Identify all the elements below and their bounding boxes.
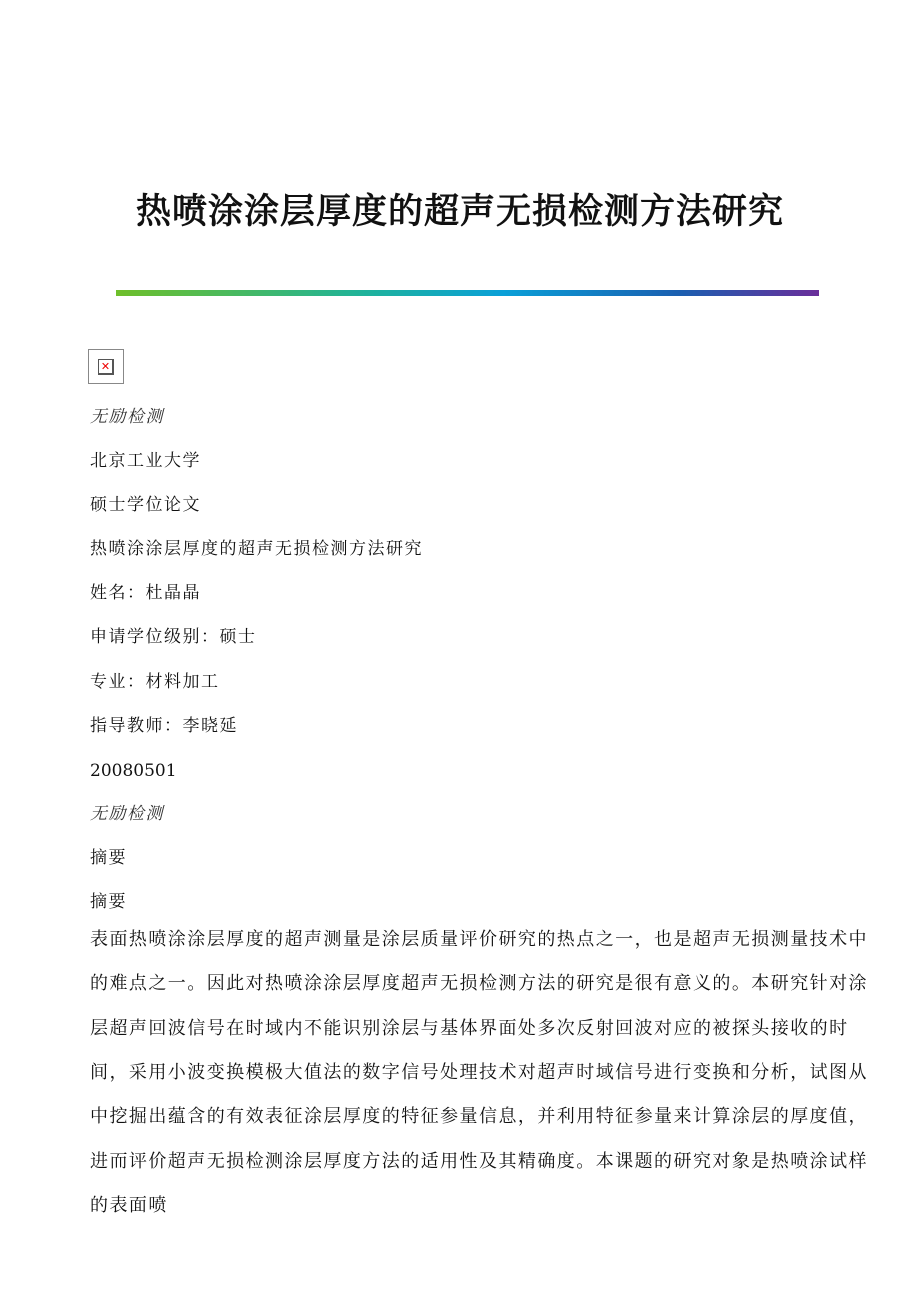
header-label: 无励检测	[90, 407, 164, 427]
degree-level: 申请学位级别：硕士	[90, 627, 257, 647]
abstract-line: 表面热喷涂涂层厚度的超声测量是涂层质量评价研究的热点之一，也是超声无损测量技术中	[90, 929, 868, 950]
document-title: 热喷涂涂层厚度的超声无损检测方法研究	[135, 191, 784, 232]
title-divider	[116, 290, 819, 296]
date: 20080501	[90, 761, 177, 781]
abstract-line: 的表面喷	[90, 1195, 168, 1216]
advisor: 指导教师：李晓延	[90, 716, 238, 736]
abstract-line: 间，采用小波变换模极大值法的数字信号处理技术对超声时域信号进行变换和分析，试图从	[90, 1062, 868, 1083]
major: 专业：材料加工	[90, 672, 220, 692]
abstract-line: 层超声回波信号在时域内不能识别涂层与基体界面处多次反射回波对应的被探头接收的时	[90, 1018, 849, 1039]
thesis-title: 热喷涂涂层厚度的超声无损检测方法研究	[90, 539, 423, 559]
university: 北京工业大学	[90, 451, 201, 471]
abstract-line: 的难点之一。因此对热喷涂涂层厚度超声无损检测方法的研究是很有意义的。本研究针对涂	[90, 973, 868, 994]
header-label-2: 无励检测	[90, 804, 164, 824]
degree-type: 硕士学位论文	[90, 495, 201, 515]
broken-image-icon: ✕	[98, 359, 114, 375]
abstract-heading-2: 摘要	[90, 892, 127, 912]
broken-image-placeholder	[88, 349, 124, 384]
abstract-heading: 摘要	[90, 848, 127, 868]
abstract-line: 进而评价超声无损检测涂层厚度方法的适用性及其精确度。本课题的研究对象是热喷涂试样	[90, 1151, 868, 1172]
author: 姓名：杜晶晶	[90, 583, 201, 603]
abstract-line: 中挖掘出蕴含的有效表征涂层厚度的特征参量信息，并利用特征参量来计算涂层的厚度值，	[90, 1106, 868, 1127]
